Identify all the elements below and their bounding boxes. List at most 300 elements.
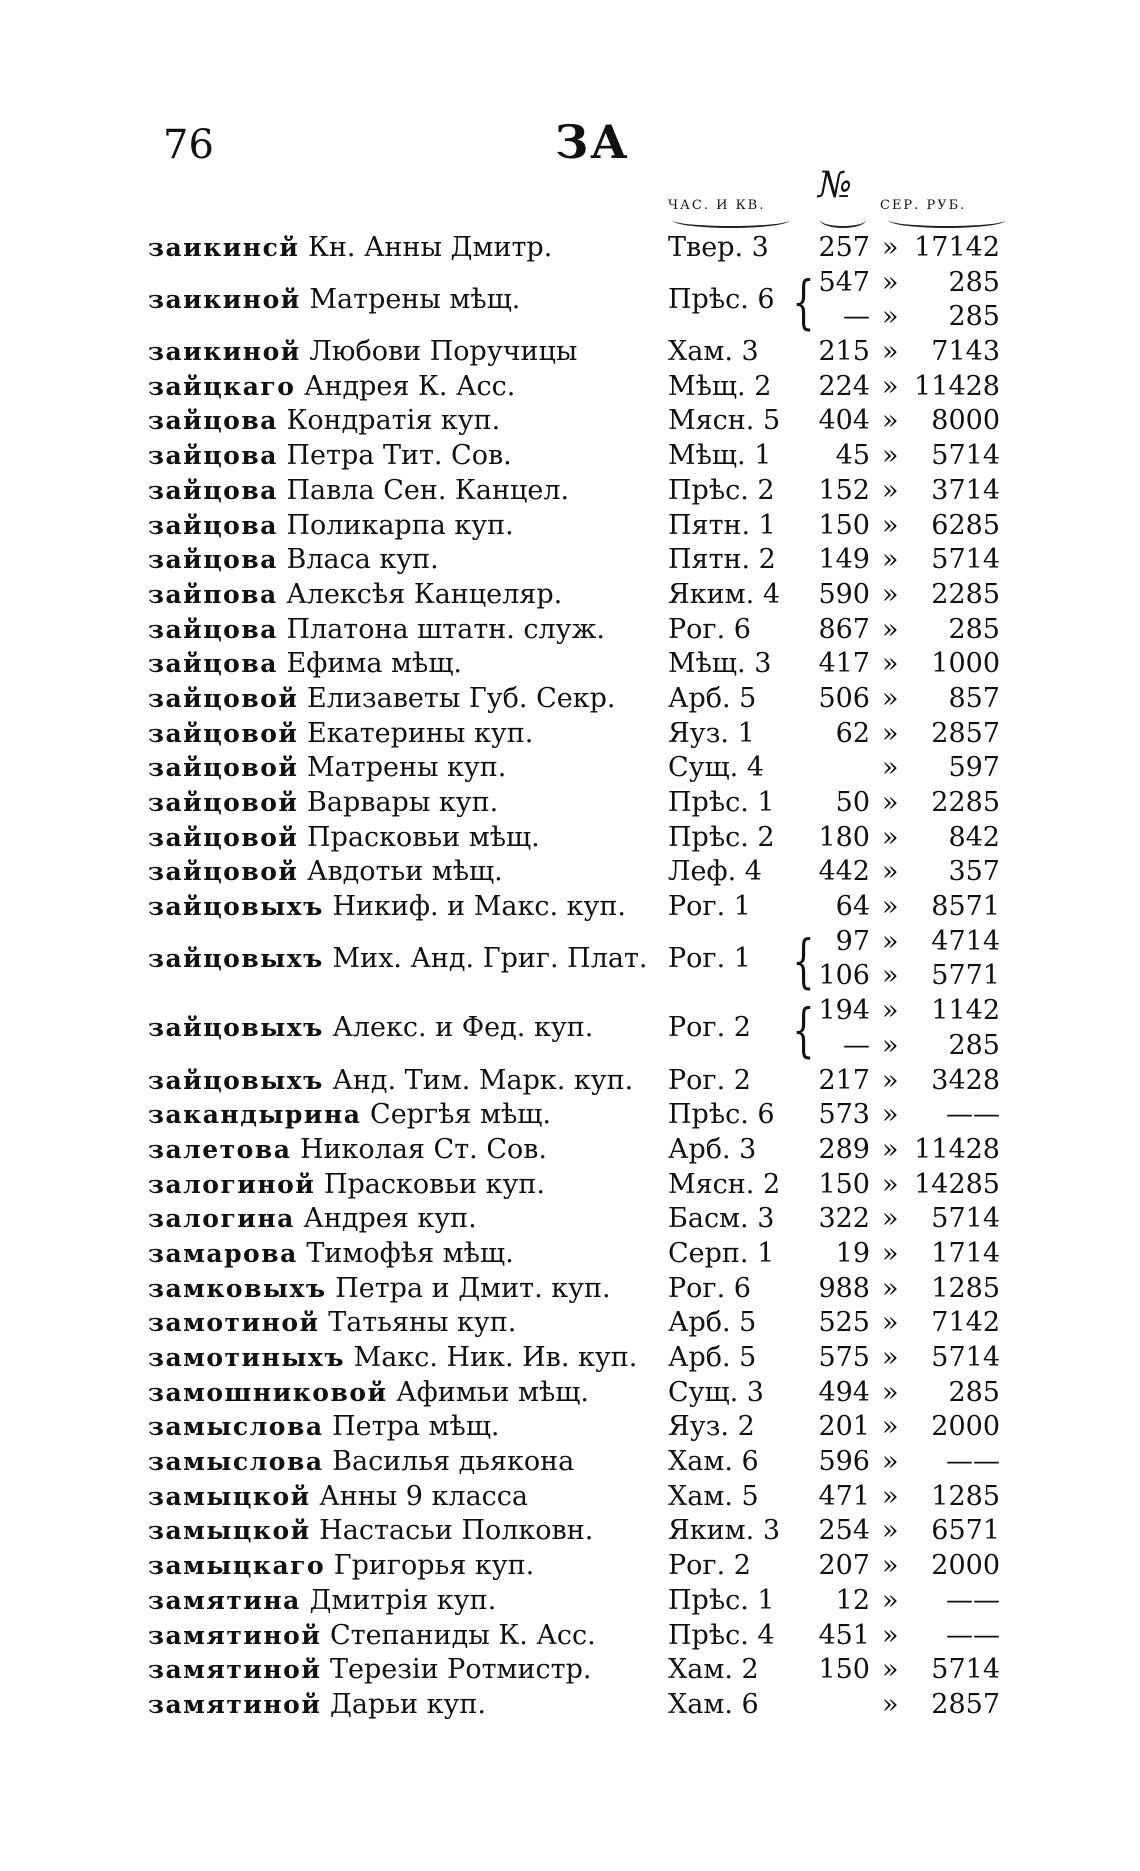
ditto-mark: » bbox=[882, 474, 899, 506]
directory-entry bbox=[0, 718, 1140, 753]
entry-part-quarter: Арб. 5 bbox=[668, 682, 757, 714]
entry-surname: замотиныхъ bbox=[148, 1343, 346, 1373]
entry-surname: замыцкаго bbox=[148, 1551, 326, 1581]
entry-rubles: 6285 bbox=[931, 509, 1000, 541]
ditto-mark: » bbox=[882, 1480, 899, 1512]
entry-house-number: 149 bbox=[818, 544, 870, 576]
entry-part-quarter: Леф. 4 bbox=[668, 856, 762, 888]
entry-surname: зайцова bbox=[148, 510, 278, 540]
entry-rubles: 1142 bbox=[931, 995, 1000, 1027]
entry-surname: замыслова bbox=[148, 1447, 324, 1477]
entry-line bbox=[0, 1030, 1140, 1065]
entry-part-quarter: Сущ. 3 bbox=[668, 1376, 764, 1408]
entry-rubles: 597 bbox=[948, 752, 1000, 784]
entry-line bbox=[0, 1203, 1140, 1238]
entry-part-quarter: Хам. 2 bbox=[668, 1654, 759, 1686]
entry-rubles: 8571 bbox=[931, 891, 1000, 923]
ditto-mark: » bbox=[882, 509, 899, 541]
ditto-mark: » bbox=[882, 1654, 899, 1686]
entry-house-number: 575 bbox=[818, 1342, 870, 1374]
entry-surname: замыцкой bbox=[148, 1481, 311, 1511]
ditto-mark: » bbox=[882, 891, 899, 923]
entry-surname: зайцовой bbox=[148, 857, 299, 887]
entry-house-number: 525 bbox=[818, 1307, 870, 1339]
entry-given-name: Татьяны куп. bbox=[328, 1307, 517, 1339]
entry-part-quarter: Мѣщ. 3 bbox=[668, 648, 772, 680]
entry-surname: зайцовой bbox=[148, 718, 299, 748]
ditto-mark: » bbox=[882, 1029, 899, 1061]
entry-line bbox=[0, 475, 1140, 510]
entry-given-name: Прасковьи куп. bbox=[323, 1168, 545, 1200]
entry-house-number: 573 bbox=[818, 1099, 870, 1131]
ditto-mark: » bbox=[882, 1307, 899, 1339]
entry-house-number: 207 bbox=[818, 1550, 870, 1582]
entry-line bbox=[0, 1099, 1140, 1134]
entry-part-quarter: Хам. 3 bbox=[668, 336, 759, 368]
entry-house-number: 19 bbox=[835, 1237, 870, 1269]
ditto-mark: » bbox=[882, 1688, 899, 1720]
directory-entry bbox=[0, 1377, 1140, 1412]
entry-surname: замотиной bbox=[148, 1308, 320, 1338]
entry-rubles: 2285 bbox=[931, 578, 1000, 610]
entry-rubles: 4714 bbox=[931, 925, 1000, 957]
entry-house-number: 547 bbox=[818, 266, 870, 298]
entry-surname: зайцовой bbox=[148, 788, 299, 818]
entry-rubles: 842 bbox=[948, 821, 1000, 853]
entry-part-quarter: Прѣс. 4 bbox=[668, 1619, 775, 1651]
entry-house-number: 404 bbox=[818, 405, 870, 437]
entry-given-name: Петра и Дмит. куп. bbox=[335, 1272, 611, 1304]
entry-part-quarter: Пятн. 2 bbox=[668, 544, 776, 576]
ditto-mark: » bbox=[882, 370, 899, 402]
directory-entry bbox=[0, 891, 1140, 926]
entry-given-name: Терезіи Ротмистр. bbox=[329, 1654, 592, 1686]
entry-line bbox=[0, 1307, 1140, 1342]
entry-rubles: 1000 bbox=[931, 648, 1000, 680]
entry-given-name: Григорья куп. bbox=[333, 1550, 535, 1582]
entry-surname: заикиной bbox=[148, 284, 301, 314]
entry-line bbox=[0, 510, 1140, 545]
entry-rubles: 1714 bbox=[931, 1237, 1000, 1269]
entry-part-quarter: Серп. 1 bbox=[668, 1237, 775, 1269]
entry-part-quarter: Арб. 3 bbox=[668, 1133, 757, 1165]
entry-given-name: Мих. Анд. Григ. Плат. bbox=[332, 942, 648, 974]
entry-rubles: 5714 bbox=[931, 1654, 1000, 1686]
entry-rubles: —— bbox=[946, 1446, 1000, 1478]
entry-line bbox=[0, 614, 1140, 649]
entry-rubles: 285 bbox=[948, 266, 1000, 298]
entry-given-name: Тимофѣя мѣщ. bbox=[306, 1237, 514, 1269]
entry-surname: зайцова bbox=[148, 475, 278, 505]
entry-rubles: 357 bbox=[948, 856, 1000, 888]
entry-part-quarter: Прѣс. 2 bbox=[668, 821, 775, 853]
entry-line bbox=[0, 336, 1140, 371]
entry-house-number: 50 bbox=[835, 787, 870, 819]
directory-entry bbox=[0, 1481, 1140, 1516]
entry-rubles: 7143 bbox=[931, 336, 1000, 368]
entry-line bbox=[0, 301, 1140, 336]
entry-surname: замятиной bbox=[148, 1620, 322, 1650]
ditto-mark: » bbox=[882, 405, 899, 437]
directory-entry bbox=[0, 1099, 1140, 1134]
entry-part-quarter: Рог. 2 bbox=[668, 1012, 751, 1044]
entry-given-name: Василья дьякона bbox=[332, 1446, 575, 1478]
entry-part-quarter: Рог. 1 bbox=[668, 891, 751, 923]
entry-house-number: 254 bbox=[818, 1515, 870, 1547]
entry-part-quarter: Хам. 6 bbox=[668, 1446, 759, 1478]
entry-line bbox=[0, 1065, 1140, 1100]
ditto-mark: » bbox=[882, 856, 899, 888]
directory-list bbox=[0, 232, 1140, 1724]
column-header-rubles: СЕР. РУБ. bbox=[880, 198, 967, 213]
entry-house-number: — bbox=[843, 1029, 870, 1061]
entry-house-number: 194 bbox=[818, 995, 870, 1027]
entry-part-quarter: Арб. 5 bbox=[668, 1307, 757, 1339]
directory-entry bbox=[0, 856, 1140, 891]
entry-surname: зайпова bbox=[148, 579, 278, 609]
ditto-mark: » bbox=[882, 336, 899, 368]
header-brace-part bbox=[672, 212, 790, 228]
ditto-mark: » bbox=[882, 266, 899, 298]
entry-surname: закандырина bbox=[148, 1100, 362, 1130]
entry-rubles: 6571 bbox=[931, 1515, 1000, 1547]
entry-surname: заикинсй bbox=[148, 233, 300, 262]
entry-rubles: —— bbox=[946, 1619, 1000, 1651]
entry-part-quarter: Хам. 6 bbox=[668, 1688, 759, 1720]
entry-line bbox=[0, 718, 1140, 753]
entry-line bbox=[0, 1620, 1140, 1655]
entry-given-name: Петра мѣщ. bbox=[332, 1411, 500, 1443]
entry-house-number: 12 bbox=[835, 1584, 870, 1616]
entry-line bbox=[0, 579, 1140, 614]
entry-house-number: 106 bbox=[818, 960, 870, 992]
entry-house-number: 150 bbox=[818, 1654, 870, 1686]
entry-given-name: Андрея куп. bbox=[303, 1203, 477, 1235]
entry-line bbox=[0, 926, 1140, 961]
ditto-mark: » bbox=[882, 1550, 899, 1582]
entry-surname: зайцовой bbox=[148, 753, 299, 783]
entry-part-quarter: Мясн. 5 bbox=[668, 405, 781, 437]
entry-house-number: — bbox=[843, 301, 870, 333]
entry-given-name: Власа куп. bbox=[286, 544, 439, 576]
column-header-part: ЧАС. И КВ. bbox=[668, 198, 766, 213]
entry-given-name: Платона штатн. служ. bbox=[286, 613, 605, 645]
entry-given-name: Кн. Анны Дмитр. bbox=[307, 232, 553, 263]
entry-house-number: 217 bbox=[818, 1064, 870, 1096]
entry-line bbox=[0, 1273, 1140, 1308]
ditto-mark: » bbox=[882, 1446, 899, 1478]
entry-rubles: 3714 bbox=[931, 474, 1000, 506]
directory-entry bbox=[0, 1585, 1140, 1620]
directory-entry bbox=[0, 787, 1140, 822]
directory-entry bbox=[0, 475, 1140, 510]
page-number: 76 bbox=[163, 122, 214, 168]
entry-surname: замарова bbox=[148, 1238, 298, 1268]
entry-house-number: 224 bbox=[818, 370, 870, 402]
entry-rubles: 285 bbox=[948, 1376, 1000, 1408]
entry-rubles: 1285 bbox=[931, 1480, 1000, 1512]
entry-given-name: Дмитрія куп. bbox=[309, 1584, 497, 1616]
ditto-mark: » bbox=[882, 1203, 899, 1235]
entry-part-quarter: Прѣс. 6 bbox=[668, 283, 775, 315]
entry-rubles: 5714 bbox=[931, 544, 1000, 576]
entry-line bbox=[0, 1411, 1140, 1446]
page-heading: ЗА bbox=[555, 115, 630, 169]
entry-given-name: Анны 9 класса bbox=[319, 1480, 529, 1512]
entry-surname: залогина bbox=[148, 1204, 295, 1234]
entry-house-number: 494 bbox=[818, 1376, 870, 1408]
directory-entry bbox=[0, 1515, 1140, 1550]
entry-surname: замятиной bbox=[148, 1689, 322, 1719]
entry-surname: зайцова bbox=[148, 545, 278, 575]
directory-entry bbox=[0, 683, 1140, 718]
entry-line bbox=[0, 787, 1140, 822]
entry-surname: зайцовой bbox=[148, 822, 299, 852]
entry-rubles: 5714 bbox=[931, 440, 1000, 472]
entry-house-number: 201 bbox=[818, 1411, 870, 1443]
entry-line bbox=[0, 1446, 1140, 1481]
ditto-mark: » bbox=[882, 1237, 899, 1269]
entry-part-quarter: Прѣс. 1 bbox=[668, 1584, 775, 1616]
directory-entry bbox=[0, 926, 1140, 995]
entry-part-quarter: Рог. 1 bbox=[668, 942, 751, 974]
directory-entry bbox=[0, 1689, 1140, 1724]
entry-part-quarter: Басм. 3 bbox=[668, 1203, 775, 1235]
entry-given-name: Поликарпа куп. bbox=[286, 509, 514, 541]
entry-surname: заикиной bbox=[148, 337, 301, 367]
entry-line bbox=[0, 1515, 1140, 1550]
entry-given-name: Степаниды К. Асс. bbox=[329, 1619, 596, 1651]
entry-part-quarter: Рог. 2 bbox=[668, 1064, 751, 1096]
entry-part-quarter: Арб. 5 bbox=[668, 1342, 757, 1374]
entry-rubles: 2857 bbox=[931, 1688, 1000, 1720]
ditto-mark: » bbox=[882, 821, 899, 853]
brace-mark: { bbox=[792, 996, 815, 1065]
entry-surname: зайцовыхъ bbox=[148, 892, 324, 922]
ditto-mark: » bbox=[882, 613, 899, 645]
entry-surname: замковыхъ bbox=[148, 1273, 327, 1303]
entry-surname: зайцкаго bbox=[148, 371, 296, 401]
ditto-mark: » bbox=[882, 1619, 899, 1651]
entry-rubles: 857 bbox=[948, 682, 1000, 714]
directory-entry bbox=[0, 1550, 1140, 1585]
entry-part-quarter: Хам. 5 bbox=[668, 1480, 759, 1512]
entry-rubles: 17142 bbox=[914, 232, 1000, 263]
directory-entry bbox=[0, 648, 1140, 683]
entry-part-quarter: Мясн. 2 bbox=[668, 1168, 781, 1200]
ditto-mark: » bbox=[882, 1168, 899, 1200]
entry-line bbox=[0, 1654, 1140, 1689]
entry-surname: замыцкой bbox=[148, 1516, 311, 1546]
entry-line bbox=[0, 960, 1140, 995]
directory-entry bbox=[0, 579, 1140, 614]
directory-entry bbox=[0, 1065, 1140, 1100]
entry-house-number: 62 bbox=[835, 717, 870, 749]
entry-given-name: Алекс. и Фед. куп. bbox=[332, 1012, 594, 1044]
entry-surname: замятина bbox=[148, 1585, 301, 1615]
entry-line bbox=[0, 648, 1140, 683]
entry-house-number: 289 bbox=[818, 1133, 870, 1165]
entry-rubles: 11428 bbox=[914, 1133, 1000, 1165]
entry-rubles: —— bbox=[946, 1584, 1000, 1616]
entry-surname: замошниковой bbox=[148, 1377, 388, 1407]
entry-surname: зайцова bbox=[148, 441, 278, 471]
entry-house-number: 867 bbox=[818, 613, 870, 645]
entry-line bbox=[0, 1169, 1140, 1204]
ditto-mark: » bbox=[882, 925, 899, 957]
directory-entry bbox=[0, 371, 1140, 406]
ditto-mark: » bbox=[882, 301, 899, 333]
entry-rubles: 11428 bbox=[914, 370, 1000, 402]
entry-given-name: Варвары куп. bbox=[307, 787, 499, 819]
ditto-mark: » bbox=[882, 1515, 899, 1547]
header-brace-rubles bbox=[888, 212, 1006, 228]
entry-surname: зайцова bbox=[148, 649, 278, 679]
entry-given-name: Макс. Ник. Ив. куп. bbox=[353, 1342, 638, 1374]
brace-mark: { bbox=[792, 926, 815, 995]
entry-surname: замыслова bbox=[148, 1412, 324, 1442]
entry-rubles: 285 bbox=[948, 1029, 1000, 1061]
entry-line bbox=[0, 1342, 1140, 1377]
ditto-mark: » bbox=[882, 578, 899, 610]
ditto-mark: » bbox=[882, 440, 899, 472]
directory-entry bbox=[0, 1307, 1140, 1342]
ditto-mark: » bbox=[882, 1064, 899, 1096]
entry-rubles: 2285 bbox=[931, 787, 1000, 819]
directory-entry bbox=[0, 1446, 1140, 1481]
entry-surname: зайцовыхъ bbox=[148, 1065, 324, 1095]
entry-given-name: Кондратія куп. bbox=[286, 405, 501, 437]
entry-given-name: Ефима мѣщ. bbox=[286, 648, 463, 680]
entry-house-number: 417 bbox=[818, 648, 870, 680]
entry-part-quarter: Прѣс. 6 bbox=[668, 1099, 775, 1131]
ditto-mark: » bbox=[882, 1133, 899, 1165]
entry-line bbox=[0, 891, 1140, 926]
entry-house-number: 442 bbox=[818, 856, 870, 888]
directory-entry bbox=[0, 1203, 1140, 1238]
ditto-mark: » bbox=[882, 1099, 899, 1131]
entry-line bbox=[0, 752, 1140, 787]
entry-rubles: —— bbox=[946, 1099, 1000, 1131]
directory-entry bbox=[0, 1134, 1140, 1169]
ditto-mark: » bbox=[882, 787, 899, 819]
entry-line bbox=[0, 267, 1140, 302]
entry-house-number: 988 bbox=[818, 1272, 870, 1304]
entry-surname: зайцова bbox=[148, 406, 278, 436]
entry-line bbox=[0, 1238, 1140, 1273]
ditto-mark: » bbox=[882, 1272, 899, 1304]
entry-line bbox=[0, 1481, 1140, 1516]
entry-line bbox=[0, 1550, 1140, 1585]
entry-line bbox=[0, 1689, 1140, 1724]
ditto-mark: » bbox=[882, 995, 899, 1027]
entry-house-number: 596 bbox=[818, 1446, 870, 1478]
ditto-mark: » bbox=[882, 717, 899, 749]
entry-line bbox=[0, 1585, 1140, 1620]
entry-given-name: Авдотьи мѣщ. bbox=[307, 856, 503, 888]
entry-line bbox=[0, 544, 1140, 579]
ditto-mark: » bbox=[882, 1411, 899, 1443]
entry-house-number: 150 bbox=[818, 509, 870, 541]
entry-rubles: 2000 bbox=[931, 1550, 1000, 1582]
entry-given-name: Афимьи мѣщ. bbox=[396, 1376, 589, 1408]
entry-line bbox=[0, 440, 1140, 475]
entry-part-quarter: Рог. 6 bbox=[668, 613, 751, 645]
directory-entry bbox=[0, 440, 1140, 475]
brace-mark: { bbox=[792, 267, 815, 336]
ditto-mark: » bbox=[882, 232, 899, 263]
entry-rubles: 3428 bbox=[931, 1064, 1000, 1096]
entry-line bbox=[0, 371, 1140, 406]
entry-given-name: Прасковьи мѣщ. bbox=[307, 821, 540, 853]
entry-given-name: Петра Тит. Сов. bbox=[286, 440, 512, 472]
directory-entry bbox=[0, 1169, 1140, 1204]
entry-rubles: 7142 bbox=[931, 1307, 1000, 1339]
ditto-mark: » bbox=[882, 960, 899, 992]
entry-surname: залогиной bbox=[148, 1169, 316, 1199]
entry-house-number: 215 bbox=[818, 336, 870, 368]
entry-surname: замятиной bbox=[148, 1655, 322, 1685]
entry-house-number: 180 bbox=[818, 821, 870, 853]
entry-rubles: 2000 bbox=[931, 1411, 1000, 1443]
directory-entry bbox=[0, 995, 1140, 1064]
directory-entry bbox=[0, 405, 1140, 440]
entry-given-name: Екатерины куп. bbox=[307, 717, 534, 749]
entry-given-name: Андрея К. Асс. bbox=[304, 370, 516, 402]
entry-rubles: 285 bbox=[948, 613, 1000, 645]
entry-part-quarter: Прѣс. 2 bbox=[668, 474, 775, 506]
entry-house-number: 150 bbox=[818, 1168, 870, 1200]
entry-rubles: 5714 bbox=[931, 1342, 1000, 1374]
ditto-mark: » bbox=[882, 648, 899, 680]
directory-entry bbox=[0, 1238, 1140, 1273]
entry-line bbox=[0, 232, 1140, 267]
entry-given-name: Сергѣя мѣщ. bbox=[370, 1099, 551, 1131]
entry-given-name: Матрены куп. bbox=[307, 752, 507, 784]
header-brace-number bbox=[820, 212, 866, 228]
entry-line bbox=[0, 995, 1140, 1030]
entry-given-name: Павла Сен. Канцел. bbox=[286, 474, 570, 506]
entry-house-number: 152 bbox=[818, 474, 870, 506]
entry-rubles: 1285 bbox=[931, 1272, 1000, 1304]
entry-line bbox=[0, 856, 1140, 891]
entry-part-quarter: Прѣс. 1 bbox=[668, 787, 775, 819]
entry-house-number: 322 bbox=[818, 1203, 870, 1235]
entry-surname: зайцовыхъ bbox=[148, 1013, 324, 1043]
entry-surname: залетова bbox=[148, 1134, 292, 1164]
directory-entry bbox=[0, 1620, 1140, 1655]
entry-house-number: 97 bbox=[835, 925, 870, 957]
directory-entry bbox=[0, 614, 1140, 649]
entry-rubles: 14285 bbox=[914, 1168, 1000, 1200]
entry-house-number: 451 bbox=[818, 1619, 870, 1651]
directory-entry bbox=[0, 1342, 1140, 1377]
ditto-mark: » bbox=[882, 752, 899, 784]
entry-house-number: 45 bbox=[835, 440, 870, 472]
directory-entry bbox=[0, 752, 1140, 787]
entry-part-quarter: Яким. 4 bbox=[668, 578, 781, 610]
entry-given-name: Настасьи Полковн. bbox=[319, 1515, 594, 1547]
directory-entry bbox=[0, 510, 1140, 545]
entry-house-number: 506 bbox=[818, 682, 870, 714]
ditto-mark: » bbox=[882, 1376, 899, 1408]
entry-rubles: 5771 bbox=[931, 960, 1000, 992]
entry-part-quarter: Сущ. 4 bbox=[668, 752, 764, 784]
entry-rubles: 8000 bbox=[931, 405, 1000, 437]
entry-rubles: 2857 bbox=[931, 717, 1000, 749]
entry-line bbox=[0, 405, 1140, 440]
entry-line bbox=[0, 822, 1140, 857]
